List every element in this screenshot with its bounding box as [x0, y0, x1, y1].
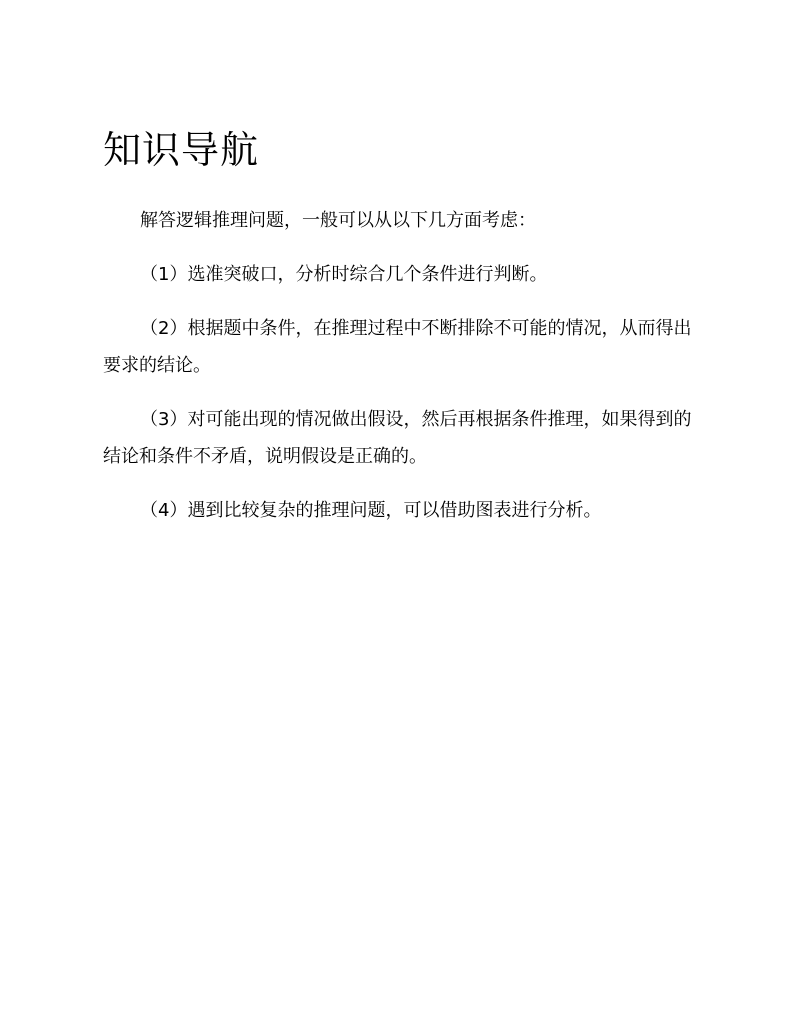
point-3-paragraph: （3）对可能出现的情况做出假设，然后再根据条件推理，如果得到的结论和条件不矛盾，说明假设是正确的。 — [103, 409, 692, 467]
page-title: 知识导航 — [103, 128, 260, 172]
point-1-paragraph: （1）选准突破口，分析时综合几个条件进行判断。 — [140, 264, 548, 285]
body-text — [103, 202, 700, 546]
point-4-paragraph: （4）遇到比较复杂的推理问题，可以借助图表进行分析。 — [140, 500, 602, 521]
intro-paragraph: 解答逻辑推理问题，一般可以从以下几方面考虑： — [140, 210, 536, 231]
point-2-paragraph: （2）根据题中条件，在推理过程中不断排除不可能的情况，从而得出要求的结论。 — [103, 318, 692, 376]
